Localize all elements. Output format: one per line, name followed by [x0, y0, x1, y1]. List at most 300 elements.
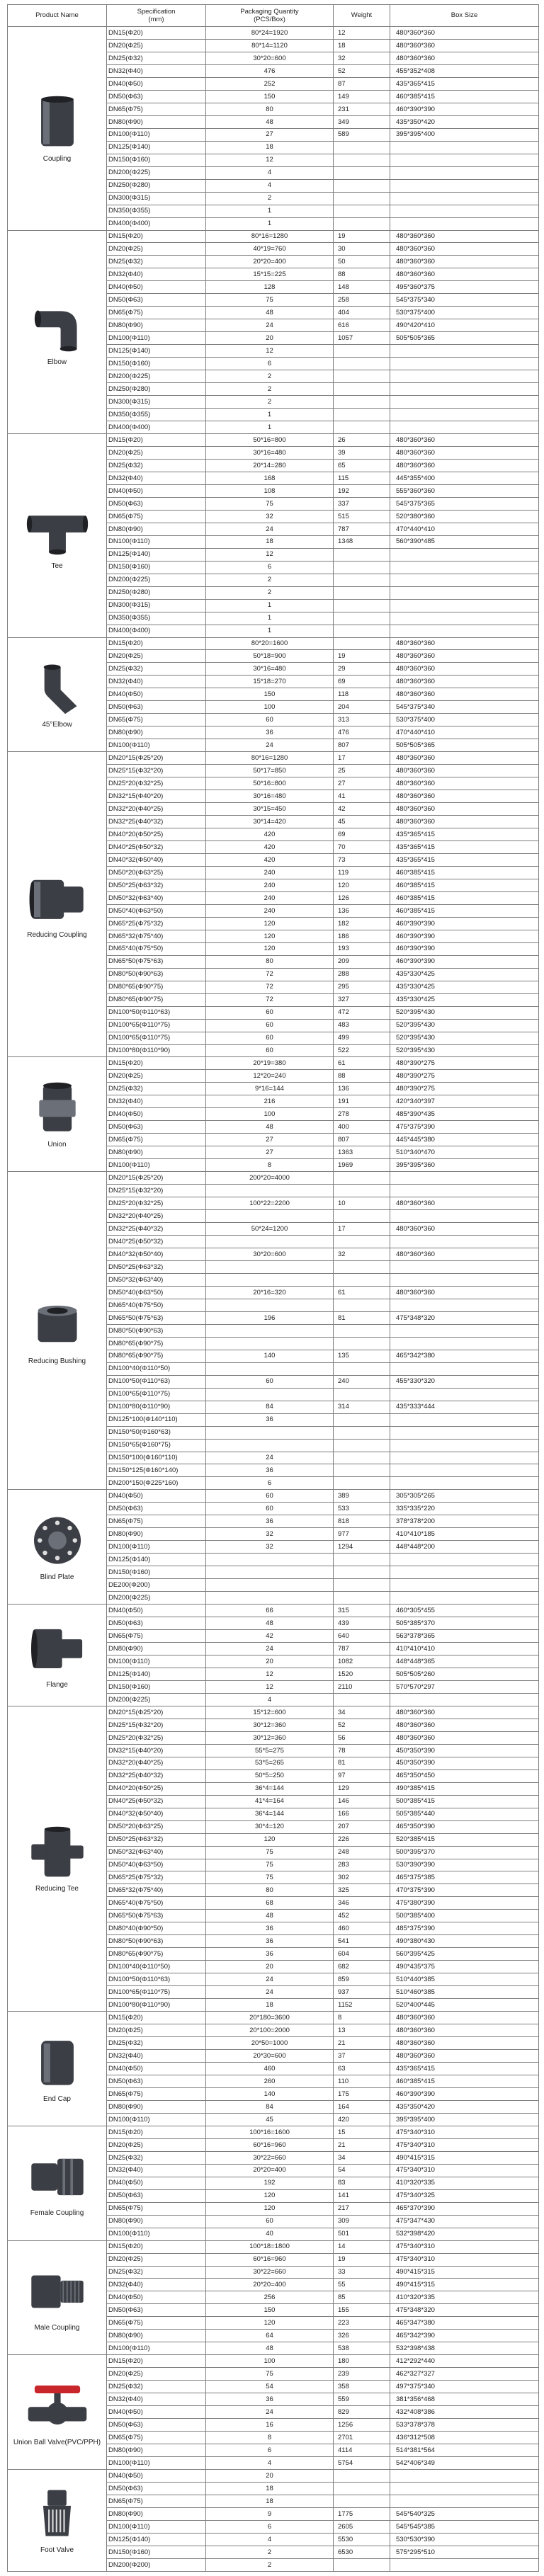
weight-cell	[334, 1260, 390, 1273]
packaging-quantity-cell: 260	[206, 2075, 334, 2087]
weight-cell: 149	[334, 90, 390, 103]
weight-cell	[334, 586, 390, 599]
weight-cell: 141	[334, 2189, 390, 2202]
packaging-quantity-cell: 80	[206, 103, 334, 115]
weight-cell: 148	[334, 281, 390, 294]
packaging-quantity-cell: 60	[206, 1375, 334, 1388]
specification-cell: DN32(Φ40)	[107, 676, 206, 688]
weight-cell	[334, 370, 390, 383]
packaging-quantity-cell: 30*15=450	[206, 803, 334, 816]
weight-cell: 65	[334, 459, 390, 472]
box-size-cell: 465*375*385	[390, 1871, 539, 1884]
packaging-quantity-cell: 60	[206, 2215, 334, 2228]
weight-cell	[334, 421, 390, 434]
table-row	[8, 2012, 539, 2024]
weight-cell	[334, 1579, 390, 1592]
box-size-cell: 480*360*360	[390, 52, 539, 64]
box-size-cell	[390, 1299, 539, 1311]
packaging-quantity-cell: 9	[206, 2507, 334, 2520]
packaging-quantity-cell: 36	[206, 2393, 334, 2406]
weight-cell	[334, 612, 390, 625]
weight-cell	[334, 358, 390, 370]
packaging-quantity-cell: 20*20=400	[206, 2279, 334, 2291]
specification-cell: DN25*15(Φ32*20)	[107, 1719, 206, 1731]
specification-cell: DN100(Φ110)	[107, 2113, 206, 2126]
specification-cell: DN65(Φ75)	[107, 2432, 206, 2444]
box-size-cell: 455*330*320	[390, 1375, 539, 1388]
packaging-quantity-cell: 50*17=850	[206, 765, 334, 777]
packaging-quantity-cell: 60	[206, 1006, 334, 1019]
packaging-quantity-cell: 30*22=660	[206, 2266, 334, 2279]
specification-cell: DN100*65(Φ110*75)	[107, 1032, 206, 1044]
box-size-cell: 460*385*415	[390, 879, 539, 891]
packaging-quantity-cell	[206, 1388, 334, 1401]
packaging-quantity-cell: 50*16=800	[206, 434, 334, 447]
weight-cell	[334, 383, 390, 396]
weight-cell: 191	[334, 1095, 390, 1108]
box-size-cell: 520*395*430	[390, 1044, 539, 1057]
box-size-cell: 480*360*360	[390, 752, 539, 765]
packaging-quantity-cell: 12	[206, 154, 334, 166]
specification-cell: DN350(Φ355)	[107, 612, 206, 625]
specification-cell: DN25*20(Φ32*25)	[107, 777, 206, 790]
box-size-cell: 575*295*510	[390, 2546, 539, 2558]
box-size-cell: 480*360*360	[390, 650, 539, 663]
packaging-quantity-cell: 55*5=275	[206, 1744, 334, 1757]
packaging-quantity-cell: 60*16=960	[206, 2253, 334, 2266]
box-size-cell: 545*540*325	[390, 2507, 539, 2520]
box-size-cell: 435*350*420	[390, 2100, 539, 2113]
weight-cell: 21	[334, 2138, 390, 2151]
box-size-cell: 480*360*360	[390, 1223, 539, 1236]
weight-cell: 302	[334, 1871, 390, 1884]
specification-cell: DN15(Φ20)	[107, 27, 206, 40]
packaging-quantity-cell: 24	[206, 2406, 334, 2419]
weight-cell: 45	[334, 816, 390, 828]
weight-cell: 533	[334, 1503, 390, 1515]
box-size-cell: 435*350*420	[390, 115, 539, 128]
box-size-cell	[390, 1452, 539, 1464]
specification-cell: DN200(Φ225)	[107, 370, 206, 383]
packaging-quantity-cell: 72	[206, 981, 334, 993]
packaging-quantity-cell: 120	[206, 2317, 334, 2330]
box-size-cell	[390, 1464, 539, 1477]
packaging-quantity-cell: 1	[206, 625, 334, 637]
box-size-cell: 480*360*360	[390, 790, 539, 803]
packaging-quantity-cell: 15*18=270	[206, 676, 334, 688]
box-size-cell: 490*415*315	[390, 2279, 539, 2291]
specification-cell: DN32(Φ40)	[107, 2050, 206, 2063]
packaging-quantity-cell: 12	[206, 548, 334, 561]
weight-cell: 559	[334, 2393, 390, 2406]
packaging-quantity-cell: 16	[206, 2419, 334, 2432]
box-size-cell: 480*360*360	[390, 2037, 539, 2050]
box-size-cell: 335*335*220	[390, 1503, 539, 1515]
box-size-cell: 410*410*185	[390, 1528, 539, 1541]
packaging-quantity-cell: 30*20=600	[206, 1248, 334, 1261]
specification-cell: DN200(Φ225)	[107, 1693, 206, 1706]
packaging-quantity-cell: 30*20=600	[206, 52, 334, 64]
specification-cell: DN400(Φ400)	[107, 217, 206, 230]
weight-cell: 136	[334, 1083, 390, 1095]
weight-cell: 309	[334, 2215, 390, 2228]
specification-cell: DN50(Φ63)	[107, 497, 206, 510]
specification-cell: DN65(Φ75)	[107, 307, 206, 319]
packaging-quantity-cell: 30*14=420	[206, 816, 334, 828]
box-size-cell: 436*312*508	[390, 2432, 539, 2444]
specification-cell: DN40(Φ50)	[107, 281, 206, 294]
weight-cell: 186	[334, 930, 390, 942]
packaging-quantity-cell: 48	[206, 1910, 334, 1922]
specification-cell: DN350(Φ355)	[107, 205, 206, 217]
box-size-cell: 460*390*390	[390, 955, 539, 968]
specification-cell: DN100*40(Φ110*50)	[107, 1961, 206, 1973]
weight-cell: 787	[334, 1643, 390, 1655]
specification-cell: DN80*50(Φ90*63)	[107, 968, 206, 981]
box-size-cell: 520*395*430	[390, 1019, 539, 1032]
box-size-cell: 480*360*360	[390, 816, 539, 828]
box-size-cell: 450*350*390	[390, 1757, 539, 1769]
weight-cell: 337	[334, 497, 390, 510]
specification-cell: DN20(Φ25)	[107, 2024, 206, 2037]
box-size-cell	[390, 166, 539, 179]
packaging-quantity-cell: 9*16=144	[206, 1083, 334, 1095]
box-size-cell	[390, 1236, 539, 1248]
specification-cell: DN15(Φ20)	[107, 230, 206, 243]
weight-cell	[334, 1324, 390, 1337]
weight-cell: 4114	[334, 2444, 390, 2457]
box-size-cell: 480*360*360	[390, 1731, 539, 1744]
packaging-quantity-cell: 20*14=280	[206, 459, 334, 472]
box-size-cell	[390, 345, 539, 358]
weight-cell: 937	[334, 1986, 390, 1999]
specification-cell: DN40*20(Φ50*25)	[107, 828, 206, 841]
box-size-cell: 545*545*385	[390, 2520, 539, 2533]
weight-cell	[334, 637, 390, 650]
packaging-quantity-cell	[206, 1210, 334, 1223]
specification-cell: DN80(Φ90)	[107, 523, 206, 535]
packaging-quantity-cell: 256	[206, 2291, 334, 2304]
specification-cell: DN40(Φ50)	[107, 1605, 206, 1617]
specification-cell: DN40(Φ50)	[107, 2470, 206, 2483]
weight-cell: 18	[334, 39, 390, 52]
specification-cell: DN15(Φ20)	[107, 2240, 206, 2253]
packaging-quantity-cell: 2	[206, 574, 334, 586]
weight-cell: 63	[334, 2063, 390, 2075]
box-size-cell: 520*395*430	[390, 1006, 539, 1019]
box-size-cell: 475*348*320	[390, 1311, 539, 1324]
specification-cell: DN50(Φ63)	[107, 294, 206, 307]
packaging-quantity-cell: 80	[206, 955, 334, 968]
specification-cell: DN40*25(Φ50*32)	[107, 1795, 206, 1808]
box-size-cell: 460*385*415	[390, 2075, 539, 2087]
packaging-quantity-cell	[206, 1592, 334, 1605]
weight-cell: 515	[334, 510, 390, 523]
specification-cell: DN15(Φ20)	[107, 2126, 206, 2138]
weight-cell	[334, 1362, 390, 1375]
header-specification: Specification (mm)	[107, 5, 206, 27]
box-size-cell: 490*415*315	[390, 2151, 539, 2164]
specification-cell: DN32(Φ40)	[107, 2393, 206, 2406]
packaging-quantity-cell: 15*12=600	[206, 1706, 334, 1719]
weight-cell: 155	[334, 2304, 390, 2317]
weight-cell	[334, 1210, 390, 1223]
specification-cell: DN125*100(Φ140*110)	[107, 1413, 206, 1426]
packaging-quantity-cell: 36*4=144	[206, 1782, 334, 1795]
specification-cell: DN100(Φ110)	[107, 2457, 206, 2470]
weight-cell: 5530	[334, 2533, 390, 2546]
weight-cell	[334, 1388, 390, 1401]
weight-cell: 589	[334, 128, 390, 141]
box-size-cell: 460*385*415	[390, 891, 539, 904]
specification-cell: DN32*20(Φ40*25)	[107, 1757, 206, 1769]
specification-cell: DN32(Φ40)	[107, 472, 206, 484]
box-size-cell	[390, 1413, 539, 1426]
weight-cell: 10	[334, 1197, 390, 1210]
box-size-cell: 420*340*397	[390, 1095, 539, 1108]
box-size-cell	[390, 1579, 539, 1592]
product-sheet	[7, 4, 538, 2572]
weight-cell: 115	[334, 472, 390, 484]
weight-cell	[334, 1236, 390, 1248]
weight-cell: 85	[334, 2291, 390, 2304]
specification-cell: DN25(Φ32)	[107, 2266, 206, 2279]
packaging-quantity-cell: 18	[206, 2495, 334, 2507]
weight-cell	[334, 1413, 390, 1426]
box-size-cell: 460*385*415	[390, 904, 539, 917]
packaging-quantity-cell: 32	[206, 510, 334, 523]
packaging-quantity-cell: 36	[206, 726, 334, 739]
product-name: Foot Valve	[40, 2546, 74, 2554]
box-size-cell: 542*406*349	[390, 2457, 539, 2470]
packaging-quantity-cell: 20*20=400	[206, 2164, 334, 2177]
specification-cell: DN100(Φ110)	[107, 2228, 206, 2240]
packaging-quantity-cell: 68	[206, 1897, 334, 1910]
weight-cell: 27	[334, 777, 390, 790]
specification-cell: DN32(Φ40)	[107, 2279, 206, 2291]
box-size-cell	[390, 1324, 539, 1337]
specification-cell: DN65*40(Φ75*50)	[107, 1897, 206, 1910]
packaging-quantity-cell: 4	[206, 166, 334, 179]
specification-cell: DN40(Φ50)	[107, 1490, 206, 1503]
specification-cell: DN50*25(Φ63*32)	[107, 879, 206, 891]
packaging-quantity-cell	[206, 1185, 334, 1197]
packaging-quantity-cell: 240	[206, 891, 334, 904]
specification-cell: DN100(Φ110)	[107, 1541, 206, 1554]
packaging-quantity-cell: 80*20=1600	[206, 637, 334, 650]
box-size-cell: 460*390*390	[390, 103, 539, 115]
packaging-quantity-cell: 48	[206, 2342, 334, 2355]
specification-cell: DN50(Φ63)	[107, 1503, 206, 1515]
weight-cell: 182	[334, 917, 390, 930]
weight-cell: 61	[334, 1286, 390, 1299]
packaging-quantity-cell: 200*20=4000	[206, 1172, 334, 1185]
specification-cell: DN65(Φ75)	[107, 1515, 206, 1528]
box-size-cell: 475*340*310	[390, 2126, 539, 2138]
specification-cell: DN100*80(Φ110*90)	[107, 1044, 206, 1057]
box-size-cell	[390, 421, 539, 434]
specification-cell: DN80*50(Φ90*63)	[107, 1324, 206, 1337]
specification-cell: DN32*15(Φ40*20)	[107, 1744, 206, 1757]
specification-cell: DN100(Φ110)	[107, 535, 206, 548]
packaging-quantity-cell: 20*19=380	[206, 1057, 334, 1070]
table-row	[8, 637, 539, 650]
box-size-cell	[390, 141, 539, 154]
packaging-quantity-cell: 60*16=960	[206, 2138, 334, 2151]
box-size-cell: 480*360*360	[390, 27, 539, 40]
specification-cell: DN15(Φ20)	[107, 434, 206, 447]
box-size-cell: 495*360*375	[390, 281, 539, 294]
specification-cell: DN80(Φ90)	[107, 2507, 206, 2520]
weight-cell	[334, 179, 390, 192]
elbow45-fitting-icon	[25, 661, 90, 716]
weight-cell	[334, 1592, 390, 1605]
coupling-fitting-icon	[25, 94, 90, 149]
box-size-cell	[390, 205, 539, 217]
weight-cell: 78	[334, 1744, 390, 1757]
packaging-quantity-cell: 120	[206, 1833, 334, 1846]
product-name: Reducing Bushing	[28, 1357, 86, 1365]
specification-cell: DN125(Φ140)	[107, 141, 206, 154]
packaging-quantity-cell: 100	[206, 2355, 334, 2368]
weight-cell: 207	[334, 1820, 390, 1833]
foot-fitting-icon	[26, 2487, 89, 2541]
box-size-cell	[390, 2558, 539, 2571]
packaging-quantity-cell: 24	[206, 1986, 334, 1999]
packaging-quantity-cell: 75	[206, 294, 334, 307]
specification-cell: DN200(Φ225)	[107, 1592, 206, 1605]
weight-cell	[334, 396, 390, 409]
specification-cell: DN125(Φ140)	[107, 1554, 206, 1566]
female-fitting-icon	[25, 2149, 90, 2204]
weight-cell: 829	[334, 2406, 390, 2419]
product-cell	[8, 434, 107, 638]
packaging-quantity-cell: 36	[206, 1922, 334, 1935]
box-size-cell: 485*375*390	[390, 1922, 539, 1935]
specification-cell: DN100*50(Φ110*63)	[107, 1375, 206, 1388]
packaging-quantity-cell: 80	[206, 1884, 334, 1897]
packaging-quantity-cell: 32	[206, 1541, 334, 1554]
specification-cell: DN100*65(Φ110*75)	[107, 1019, 206, 1032]
weight-cell: 14	[334, 2240, 390, 2253]
product-cell	[8, 1706, 107, 2011]
weight-cell: 313	[334, 714, 390, 726]
box-size-cell: 410*320*335	[390, 2291, 539, 2304]
product-name: Blind Plate	[40, 1573, 74, 1582]
table-row	[8, 2240, 539, 2253]
weight-cell	[334, 409, 390, 421]
weight-cell: 32	[334, 1248, 390, 1261]
specification-cell: DN50*25(Φ63*32)	[107, 1833, 206, 1846]
product-cell	[8, 1490, 107, 1605]
weight-cell: 400	[334, 1121, 390, 1134]
specification-cell: DN25*15(Φ32*20)	[107, 1185, 206, 1197]
specification-cell: DN25(Φ32)	[107, 256, 206, 268]
redtee-fitting-icon	[25, 1825, 90, 1880]
weight-cell: 54	[334, 2164, 390, 2177]
weight-cell: 19	[334, 2253, 390, 2266]
box-size-cell	[390, 409, 539, 421]
weight-cell: 136	[334, 904, 390, 917]
weight-cell: 682	[334, 1961, 390, 1973]
weight-cell: 6530	[334, 2546, 390, 2558]
packaging-quantity-cell: 84	[206, 1401, 334, 1413]
packaging-quantity-cell: 20	[206, 332, 334, 345]
specification-cell: DN80*50(Φ90*63)	[107, 1935, 206, 1948]
weight-cell: 226	[334, 1833, 390, 1846]
specification-cell: DN65(Φ75)	[107, 2317, 206, 2330]
box-size-cell: 470*375*390	[390, 1884, 539, 1897]
specification-cell: DN300(Φ315)	[107, 192, 206, 205]
weight-cell: 859	[334, 1973, 390, 1986]
box-size-cell: 378*378*200	[390, 1515, 539, 1528]
specification-cell: DN80*65(Φ90*75)	[107, 993, 206, 1006]
specification-cell: DN15(Φ20)	[107, 2012, 206, 2024]
specification-cell: DN40*20(Φ50*25)	[107, 1782, 206, 1795]
table-header-row	[8, 5, 539, 27]
packaging-quantity-cell: 100	[206, 1108, 334, 1121]
weight-cell: 1057	[334, 332, 390, 345]
packaging-quantity-cell: 66	[206, 1605, 334, 1617]
weight-cell: 807	[334, 739, 390, 752]
specification-cell: DN20(Φ25)	[107, 2138, 206, 2151]
weight-cell: 640	[334, 1630, 390, 1643]
specification-cell: DN20(Φ25)	[107, 39, 206, 52]
box-size-cell: 480*360*360	[390, 39, 539, 52]
table-row	[8, 1490, 539, 1503]
packaging-quantity-cell: 240	[206, 904, 334, 917]
specification-cell: DN65(Φ75)	[107, 1134, 206, 1146]
specification-cell: DN100*65(Φ110*75)	[107, 1986, 206, 1999]
box-size-cell: 460*390*390	[390, 2087, 539, 2100]
box-size-cell: 462*327*327	[390, 2368, 539, 2381]
box-size-cell: 490*385*415	[390, 1782, 539, 1795]
weight-cell	[334, 1693, 390, 1706]
specification-cell: DN32(Φ40)	[107, 2164, 206, 2177]
box-size-cell	[390, 1337, 539, 1350]
specification-cell: DN100(Φ110)	[107, 1655, 206, 1668]
weight-cell: 52	[334, 64, 390, 77]
box-size-cell: 530*530*390	[390, 2533, 539, 2546]
weight-cell	[334, 205, 390, 217]
packaging-quantity-cell: 24	[206, 1973, 334, 1986]
box-size-cell: 490*380*430	[390, 1935, 539, 1948]
specification-cell: DN50(Φ63)	[107, 1121, 206, 1134]
packaging-quantity-cell: 20	[206, 1655, 334, 1668]
box-size-cell: 460*385*415	[390, 90, 539, 103]
packaging-quantity-cell: 27	[206, 128, 334, 141]
packaging-quantity-cell: 24	[206, 523, 334, 535]
specification-cell: DN150(Φ160)	[107, 154, 206, 166]
table-row	[8, 1605, 539, 1617]
packaging-quantity-cell: 100*22=2200	[206, 1197, 334, 1210]
weight-cell	[334, 2470, 390, 2483]
packaging-quantity-cell: 196	[206, 1311, 334, 1324]
specification-cell: DE200(Φ200)	[107, 1579, 206, 1592]
specification-cell: DN65(Φ75)	[107, 1630, 206, 1643]
weight-cell	[334, 599, 390, 612]
specification-cell: DN50(Φ63)	[107, 2482, 206, 2495]
box-size-cell: 480*360*360	[390, 688, 539, 701]
packaging-quantity-cell: 30*12=360	[206, 1719, 334, 1731]
box-size-cell: 480*360*360	[390, 803, 539, 816]
box-size-cell	[390, 1210, 539, 1223]
packaging-quantity-cell: 75	[206, 1846, 334, 1859]
box-size-cell	[390, 599, 539, 612]
specification-cell: DN40(Φ50)	[107, 2177, 206, 2189]
weight-cell: 349	[334, 115, 390, 128]
box-size-cell: 480*390*275	[390, 1057, 539, 1070]
